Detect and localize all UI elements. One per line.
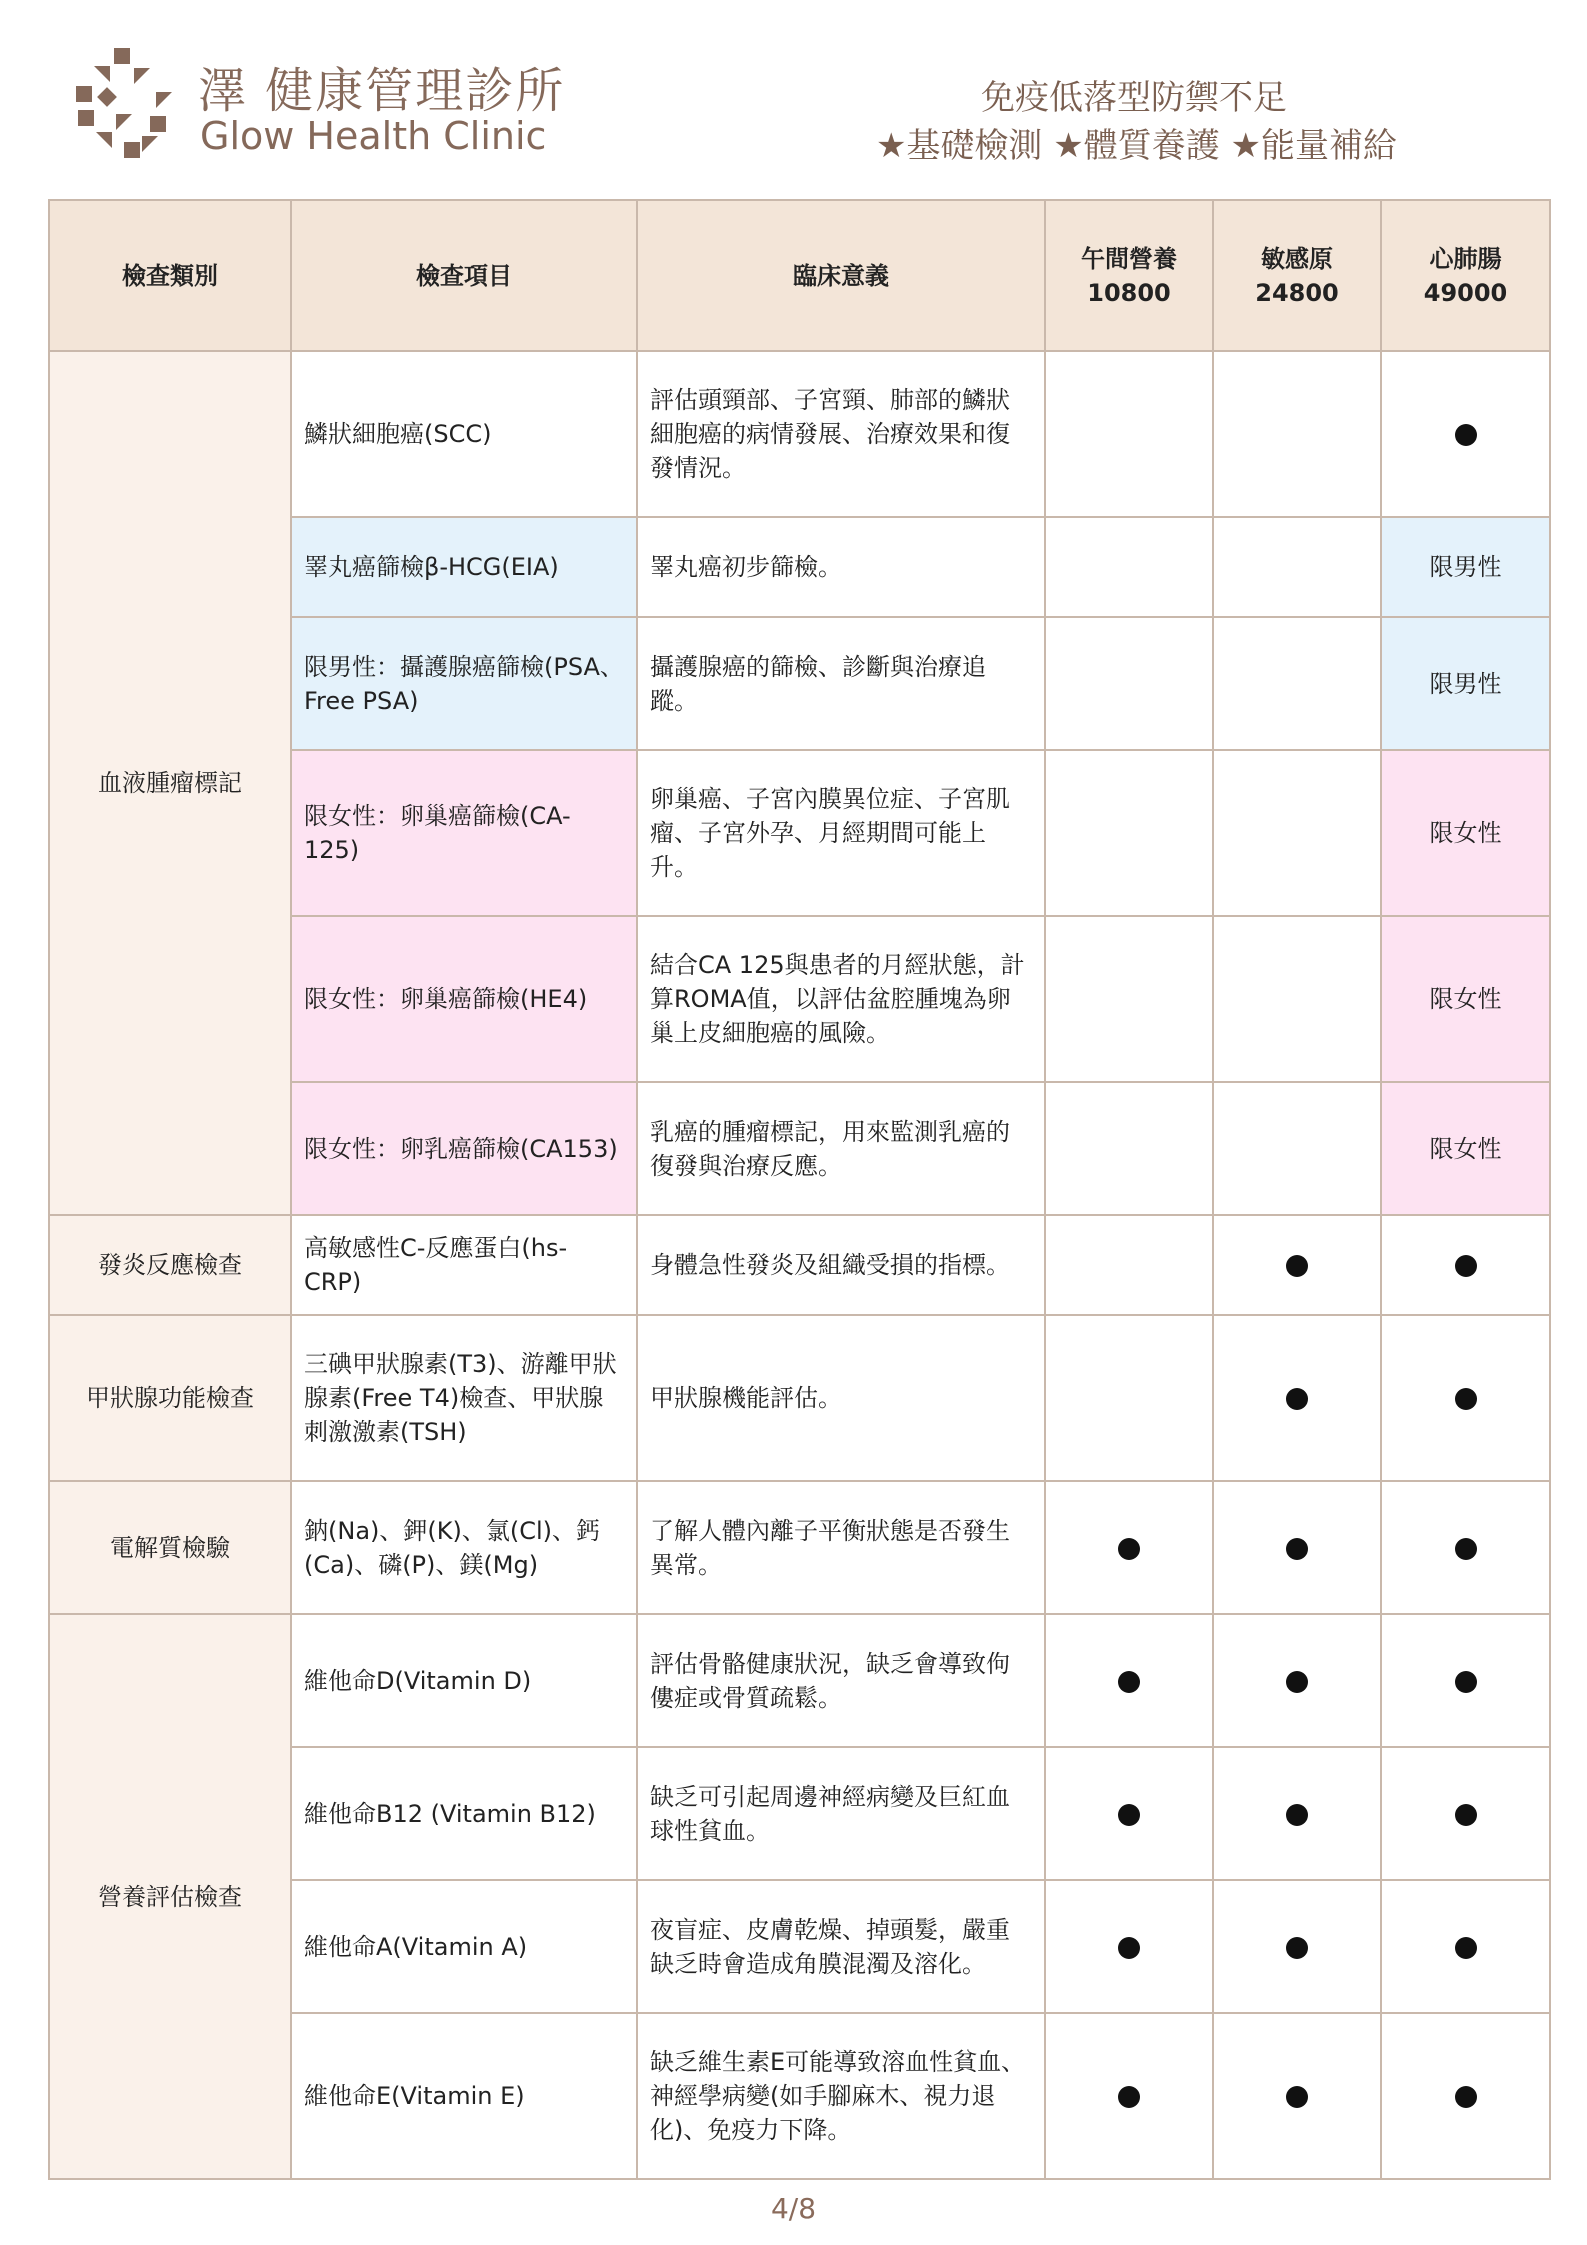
plan-1-cell — [1045, 1082, 1213, 1215]
meaning-cell: 結合CA 125與患者的月經狀態，計算ROMA值，以評估盆腔腫塊為卵巢上皮細胞癌的風險。 — [637, 916, 1045, 1082]
included-dot — [1455, 1538, 1477, 1560]
plan-2-cell — [1213, 617, 1381, 750]
category-thyroid: 甲狀腺功能檢查 — [49, 1315, 291, 1481]
plan-3-cell: 限女性 — [1381, 1082, 1550, 1215]
category-electrolyte: 電解質檢驗 — [49, 1481, 291, 1614]
header-plan-3 — [1381, 200, 1550, 351]
plan-1-cell — [1045, 916, 1213, 1082]
included-dot — [1455, 424, 1477, 446]
header-category: 檢查類別 — [49, 200, 291, 351]
plan-1-cell — [1045, 1215, 1213, 1315]
included-dot — [1286, 1388, 1308, 1410]
plan-3-cell — [1381, 1315, 1550, 1481]
included-dot — [1118, 1937, 1140, 1959]
meaning-cell: 身體急性發炎及組織受損的指標。 — [637, 1215, 1045, 1315]
plan-3-cell: 限男性 — [1381, 617, 1550, 750]
plan-3-cell: 限男性 — [1381, 517, 1550, 617]
plan-2-cell — [1213, 1315, 1381, 1481]
included-dot — [1455, 1937, 1477, 1959]
item-cell: 維他命B12 (Vitamin B12) — [291, 1747, 637, 1880]
meaning-cell: 乳癌的腫瘤標記，用來監測乳癌的復發與治療反應。 — [637, 1082, 1045, 1215]
meaning-cell: 卵巢癌、子宮內膜異位症、子宮肌瘤、子宮外孕、月經期間可能上升。 — [637, 750, 1045, 916]
meaning-cell: 評估頭頸部、子宮頸、肺部的鱗狀細胞癌的病情發展、治療效果和復發情況。 — [637, 351, 1045, 517]
included-dot — [1286, 2086, 1308, 2108]
brand-name-zh: 澤 健康管理診所 — [198, 63, 566, 119]
included-dot — [1118, 1804, 1140, 1826]
header-meaning: 臨床意義 — [637, 200, 1045, 351]
included-dot — [1286, 1671, 1308, 1693]
table-header-row — [49, 200, 1550, 351]
table-row — [49, 1215, 1550, 1315]
included-dot — [1455, 1388, 1477, 1410]
plan-3-cell — [1381, 1880, 1550, 2013]
plan-2-name: 敏感原 — [1261, 244, 1333, 273]
plan-2-cell — [1213, 351, 1381, 517]
included-dot — [1118, 1538, 1140, 1560]
table-row — [49, 351, 1550, 517]
plan-3-name: 心肺腸 — [1429, 244, 1502, 273]
table-row — [49, 1614, 1550, 1747]
plan-1-price: 10800 — [1087, 278, 1171, 307]
plan-3-cell — [1381, 2013, 1550, 2179]
plan-title: 免疫低落型防禦不足 — [981, 78, 1287, 118]
plan-subtitle: ★基礎檢測 ★體質養護 ★能量補給 — [875, 126, 1397, 166]
header-plan-1 — [1045, 200, 1213, 351]
plan-1-cell — [1045, 1481, 1213, 1614]
item-cell: 三碘甲狀腺素(T3)、游離甲狀腺素(Free T4)檢查、甲狀腺刺激激素(TSH) — [291, 1315, 637, 1481]
plan-2-cell — [1213, 1614, 1381, 1747]
meaning-cell: 了解人體內離子平衡狀態是否發生異常。 — [637, 1481, 1045, 1614]
item-cell: 限女性：卵巢癌篩檢(CA-125) — [291, 750, 637, 916]
plan-2-cell — [1213, 1215, 1381, 1315]
included-dot — [1455, 1255, 1477, 1277]
item-cell: 維他命D(Vitamin D) — [291, 1614, 637, 1747]
item-cell: 鱗狀細胞癌(SCC) — [291, 351, 637, 517]
plan-2-cell — [1213, 1747, 1381, 1880]
header-plan-2 — [1213, 200, 1381, 351]
plan-3-cell: 限女性 — [1381, 750, 1550, 916]
plan-3-cell — [1381, 1614, 1550, 1747]
plan-2-cell — [1213, 750, 1381, 916]
meaning-cell: 夜盲症、皮膚乾燥、掉頭髮，嚴重缺乏時會造成角膜混濁及溶化。 — [637, 1880, 1045, 2013]
table-row — [49, 1481, 1550, 1614]
plan-3-cell — [1381, 1747, 1550, 1880]
meaning-cell: 缺乏維生素E可能導致溶血性貧血、神經學病變(如手腳麻木、視力退化)、免疫力下降。 — [637, 2013, 1045, 2179]
plan-1-cell — [1045, 1614, 1213, 1747]
plan-3-price: 49000 — [1423, 278, 1508, 307]
plan-2-cell — [1213, 1880, 1381, 2013]
plan-1-cell — [1045, 351, 1213, 517]
meaning-cell: 睪丸癌初步篩檢。 — [637, 517, 1045, 617]
included-dot — [1455, 2086, 1477, 2108]
table-row — [49, 1315, 1550, 1481]
item-cell: 限女性：卵巢癌篩檢(HE4) — [291, 916, 637, 1082]
item-cell: 限女性：卵乳癌篩檢(CA153) — [291, 1082, 637, 1215]
plan-1-cell — [1045, 1747, 1213, 1880]
category-nutrition: 營養評估檢查 — [49, 1614, 291, 2179]
plan-1-cell — [1045, 1315, 1213, 1481]
included-dot — [1455, 1804, 1477, 1826]
item-cell: 睪丸癌篩檢β-HCG(EIA) — [291, 517, 637, 617]
included-dot — [1286, 1804, 1308, 1826]
meaning-cell: 缺乏可引起周邊神經病變及巨紅血球性貧血。 — [637, 1747, 1045, 1880]
included-dot — [1286, 1937, 1308, 1959]
plan-2-cell — [1213, 916, 1381, 1082]
included-dot — [1118, 1671, 1140, 1693]
plan-3-cell — [1381, 351, 1550, 517]
included-dot — [1286, 1538, 1308, 1560]
plan-1-cell — [1045, 517, 1213, 617]
brand-name-en: Glow Health Clinic — [200, 114, 547, 158]
plan-1-cell — [1045, 2013, 1213, 2179]
plan-2-cell — [1213, 517, 1381, 617]
item-cell: 維他命A(Vitamin A) — [291, 1880, 637, 2013]
plan-2-price: 24800 — [1255, 278, 1339, 307]
included-dot — [1286, 1255, 1308, 1277]
plan-2-cell — [1213, 1481, 1381, 1614]
item-cell: 鈉(Na)、鉀(K)、氯(Cl)、鈣(Ca)、磷(P)、鎂(Mg) — [291, 1481, 637, 1614]
plan-2-cell — [1213, 1082, 1381, 1215]
plan-1-cell — [1045, 617, 1213, 750]
item-cell: 維他命E(Vitamin E) — [291, 2013, 637, 2179]
plan-3-cell: 限女性 — [1381, 916, 1550, 1082]
clinic-logo-icon — [72, 46, 182, 162]
category-tumor: 血液腫瘤標記 — [49, 351, 291, 1215]
plan-1-name: 午間營養 — [1081, 244, 1177, 273]
exam-table — [48, 199, 1551, 2180]
plan-2-cell — [1213, 2013, 1381, 2179]
plan-1-cell — [1045, 750, 1213, 916]
header-item: 檢查項目 — [291, 200, 637, 351]
plan-3-cell — [1381, 1481, 1550, 1614]
plan-1-cell — [1045, 1880, 1213, 2013]
meaning-cell: 評估骨骼健康狀況，缺乏會導致佝僂症或骨質疏鬆。 — [637, 1614, 1045, 1747]
included-dot — [1455, 1671, 1477, 1693]
item-cell: 高敏感性C-反應蛋白(hs-CRP) — [291, 1215, 637, 1315]
included-dot — [1118, 2086, 1140, 2108]
meaning-cell: 攝護腺癌的篩檢、診斷與治療追蹤。 — [637, 617, 1045, 750]
plan-3-cell — [1381, 1215, 1550, 1315]
category-inflammation: 發炎反應檢查 — [49, 1215, 291, 1315]
item-cell: 限男性：攝護腺癌篩檢(PSA、Free PSA) — [291, 617, 637, 750]
meaning-cell: 甲狀腺機能評估。 — [637, 1315, 1045, 1481]
page-number: 4/8 — [770, 2192, 817, 2225]
